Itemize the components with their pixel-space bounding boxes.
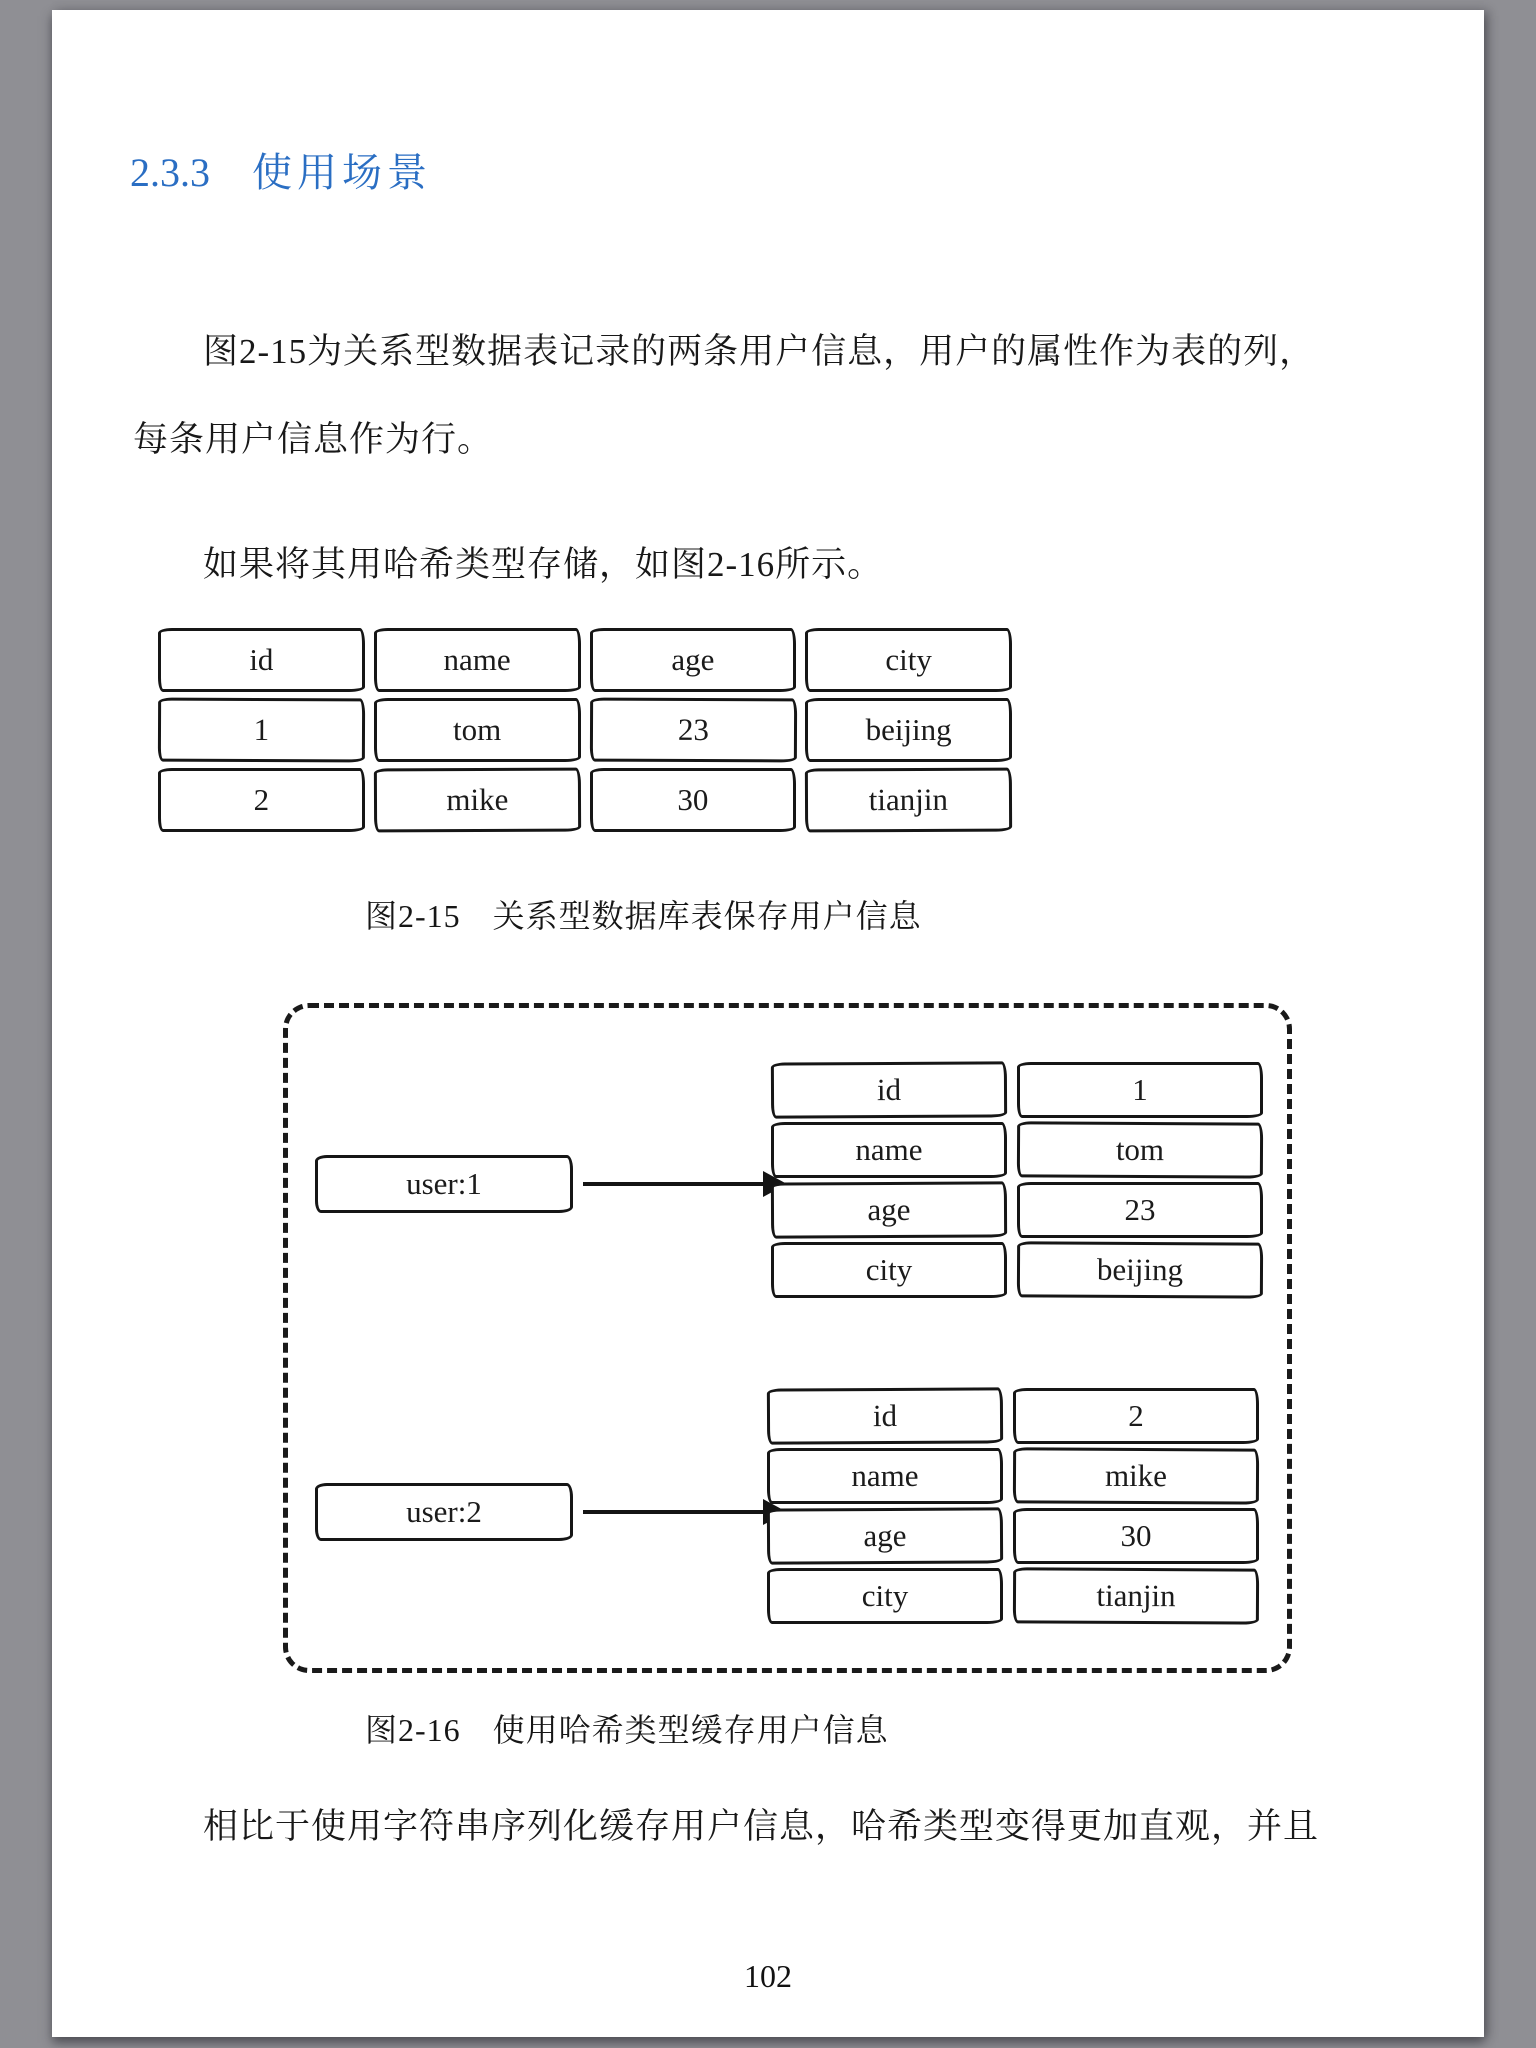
fig15-relational-table xyxy=(158,628,1012,832)
hash-value-cell: tom xyxy=(1017,1121,1263,1178)
table-header-cell: id xyxy=(158,628,365,692)
table-header-cell: name xyxy=(374,628,581,692)
page-number: 102 xyxy=(744,1958,792,1994)
hash-field-cell: age xyxy=(771,1181,1007,1238)
hash-field-cell: id xyxy=(767,1387,1003,1444)
table-cell: 23 xyxy=(589,698,796,763)
table-header-cell: city xyxy=(805,628,1012,692)
fig15-column-name xyxy=(374,628,581,832)
section-heading xyxy=(130,150,432,196)
fig16-caption-text: 使用哈希类型缓存用户信息 xyxy=(492,1712,889,1748)
book-page xyxy=(52,10,1484,2037)
hash-row xyxy=(771,1122,1263,1178)
fig15-column-city xyxy=(805,628,1012,832)
fig16-caption-label: 图2-16 xyxy=(365,1712,461,1748)
paragraph-1-line-2: 每条用户信息作为行。 xyxy=(133,420,494,459)
hash-field-cell: name xyxy=(771,1122,1007,1178)
section-number: 2.3.3 xyxy=(130,150,210,195)
fig16-key-box-user1 xyxy=(315,1155,573,1213)
hash-row xyxy=(767,1568,1259,1624)
table-cell: 2 xyxy=(158,768,365,832)
hash-value-cell: 23 xyxy=(1017,1182,1263,1238)
fig16-hash-diagram xyxy=(283,1003,1292,1673)
hash-row xyxy=(771,1062,1263,1118)
hash-field-cell: age xyxy=(767,1507,1003,1564)
table-cell: 1 xyxy=(158,698,365,763)
hash-value-cell: 2 xyxy=(1013,1388,1259,1444)
table-cell: tianjin xyxy=(805,768,1012,833)
fig16-caption xyxy=(365,1705,889,1751)
hash-row xyxy=(767,1448,1259,1504)
paragraph-3: 相比于使用字符串序列化缓存用户信息，哈希类型变得更加直观，并且 xyxy=(203,1807,1320,1846)
hash-row xyxy=(767,1508,1259,1564)
hash-value-cell: 30 xyxy=(1013,1508,1259,1564)
fig16-key-label: user:2 xyxy=(406,1494,482,1529)
hash-field-cell: city xyxy=(771,1242,1007,1298)
hash-value-cell: tianjin xyxy=(1013,1567,1259,1624)
table-cell: tom xyxy=(374,698,581,762)
fig15-column-id xyxy=(158,628,365,832)
hash-value-cell: beijing xyxy=(1017,1241,1263,1298)
fig16-hash-table-user1 xyxy=(771,1062,1263,1298)
hash-row xyxy=(767,1388,1259,1444)
hash-field-cell: city xyxy=(767,1568,1003,1624)
paragraph-2: 如果将其用哈希类型存储，如图2-16所示。 xyxy=(203,545,884,584)
table-header-cell: age xyxy=(590,628,797,692)
hash-value-cell: mike xyxy=(1013,1447,1259,1504)
hash-value-cell: 1 xyxy=(1017,1062,1263,1118)
hash-field-cell: name xyxy=(767,1448,1003,1504)
fig15-column-age xyxy=(590,628,797,832)
arrow-connector-icon xyxy=(583,1171,787,1197)
hash-row xyxy=(771,1182,1263,1238)
table-cell: beijing xyxy=(805,698,1012,762)
table-cell: mike xyxy=(374,768,581,833)
hash-field-cell: id xyxy=(771,1061,1007,1118)
paragraph-1-line-1: 图2-15为关系型数据表记录的两条用户信息，用户的属性作为表的列， xyxy=(203,332,1316,371)
fig15-caption-text: 关系型数据库表保存用户信息 xyxy=(492,898,922,934)
arrow-line xyxy=(583,1510,763,1514)
hash-row xyxy=(771,1242,1263,1298)
table-cell: 30 xyxy=(590,768,797,832)
fig15-caption-label: 图2-15 xyxy=(365,898,461,934)
fig16-key-box-user2 xyxy=(315,1483,573,1541)
fig16-hash-table-user2 xyxy=(767,1388,1259,1624)
fig15-caption xyxy=(365,891,922,937)
arrow-line xyxy=(583,1182,763,1186)
arrow-connector-icon xyxy=(583,1499,787,1525)
fig16-key-label: user:1 xyxy=(406,1166,482,1201)
section-title: 使用场景 xyxy=(252,150,432,195)
